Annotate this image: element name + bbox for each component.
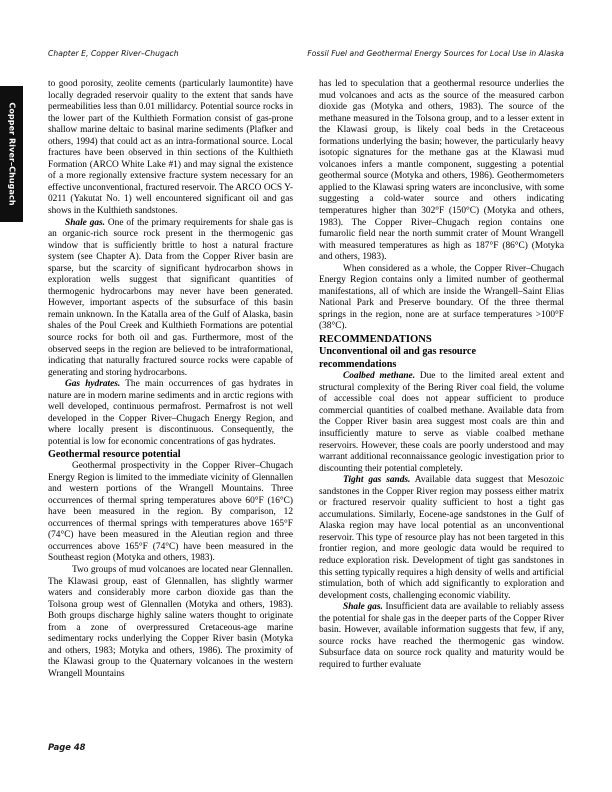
running-head-right: Fossil Fuel and Geothermal Energy Sources for Local Use in Alaska — [307, 49, 564, 58]
runin-shale-gas-left-body: One of the primary requirements for shale gas is an organic-rich source rock present in the thermogenic gas window that is sufficiently brittle to host a natural fracture system (see Chapter A). Data from the Copper River basin are sparse, but the scarcity of significant hydrocarbon shows in exploration wells suggest that significant quantities of thermogenic hydrocarbons may never have been generated. However, important aspects of the subsurface of this basin remain unknown. In the Katalla area of the Gulf of Alaska, basin shales of the Poul Creek and Kulthieth Formations are potential source rocks for both oil and gas. Furthermore, most of the observed seeps in the region are believed to be intraformational, indicating that naturally fractured source rocks were capable of generating and storing hydrocarbons. — [48, 217, 293, 378]
runin-shale-gas-right-body: Insufficient data are available to reliably assess the potential for shale gas in the deeper parts of the Copper River basin. However, available information suggests that few, if any, source rocks have reached the thermogenic gas window. Subsurface data on source rock quality and maturity would be required to further evaluate — [319, 602, 564, 670]
runin-shale-gas-left: Shale gas. — [65, 217, 106, 228]
paragraph-mud-volcanoes: Two groups of mud volcanoes are located near Glennallen. The Klawasi group, east of Glennallen, has slightly warmer waters and considerably more carbon dioxide gas than the Tolsona group west of Glennallen (Motyka and others, 1983). Both groups discharge highly saline waters thought to originate from a zone of overpressured Cretaceous-age marine sedimentary rocks underlying the Copper River basin (Motyka and others, 1983; Motyka and others, 1986). The proximity of the Klawasi group to the Quaternary volcanoes in the western Wrangell Mountains — [48, 565, 293, 679]
paragraph-gas-hydrates — [48, 379, 293, 448]
heading-unconventional-line-1: Unconventional oil and gas resource — [319, 346, 476, 358]
runin-coalbed-methane: Coalbed methane. — [343, 371, 416, 382]
right-text-column — [319, 79, 564, 671]
paragraph-tight-gas-sands — [319, 475, 564, 602]
runin-gas-hydrates-body: The main occurrences of gas hydrates in nature are in modern marine sediments and in arctic regions with well developed, continuous permafrost. Permafrost is not well developed in the Copper River–Chugach Energy Region, and where locally present is discontinuous. Consequently, the potential is low for economic concentrations of gas hydrates. — [48, 379, 293, 447]
running-head — [48, 49, 564, 63]
chapter-thumb-tab — [0, 86, 23, 222]
runin-tight-gas-sands: Tight gas sands. — [343, 475, 411, 486]
left-text-column — [48, 79, 293, 680]
paragraph-geothermal-prospectivity: Geothermal prospectivity in the Copper River–Chugach Energy Region is limited to the immediate vicinity of Glennallen and western portions of the Wrangell Mountains. Three occurrences of thermal spring temperatures above 60°F (16°C) have been measured in the region. By comparison, 12 occurrences of thermal springs with temperatures above 165°F (74°C) have been measured in the Aleutian region and three occurrences above 165°F (74°C) have been measured in the Southeast region (Motyka and others, 1983). — [48, 461, 293, 564]
heading-unconventional-line-2: recommendations — [319, 358, 397, 370]
heading-recommendations: RECOMMENDATIONS — [319, 334, 432, 346]
paragraph-shale-gas-left — [48, 218, 293, 380]
runin-gas-hydrates: Gas hydrates. — [65, 379, 121, 390]
paragraph-considered-as-whole: When considered as a whole, the Copper River–Chugach Energy Region contains only a limited number of geothermal manifestations, all of which are inside the Wrangell–Saint Elias National Park and Preserve boundary. Of the three thermal springs in the region, none are at surface temperatures >100°F (38°C). — [319, 263, 564, 332]
page-folio: Page 48 — [48, 742, 86, 752]
paragraph-coalbed-methane — [319, 371, 564, 475]
running-head-left: Chapter E, Copper River–Chugach — [48, 49, 179, 58]
runin-coalbed-methane-body: Due to the limited areal extent and structural complexity of the Bering River coal field, the volume of accessible coal does not appear sufficient to produce commercial quantities of coalbed methane. Available data from the Copper River basin area suggest most coals are thin and insufficiently mature to serve as viable coalbed methane reservoirs. However, these coals are poorly understood and may warrant additional reconnaissance geologic investigation prior to discounting their potential completely. — [319, 371, 564, 474]
chapter-thumb-tab-label: Copper River–Chugach — [7, 102, 16, 206]
paragraph-shale-gas-right — [319, 602, 564, 671]
runin-tight-gas-sands-body: Available data suggest that Mesozoic sandstones in the Copper River region may possess either matrix or fractured reservoir quality sufficient to host a tight gas accumulations. Similarly, Eocene-age sandstones in the Gulf of Alaska region may have local potential as an unconventional reservoir. This type of resource play has not been targeted in this frontier region, and more geologic data would be required to reduce exploration risk. Development of tight gas sandstones in this setting typically requires a high density of wells and artificial stimulation, both of which add significantly to exploration and development costs, challenging economic viability. — [319, 475, 564, 601]
paragraph-continued-porosity: to good porosity, zeolite cements (particularly laumontite) have locally degraded reservoir quality to the extent that sands have permeabilities less than 0.01 millidarcy. Potential source rocks in the lower part of the Kulthieth Formation consist of gas-prone shallow marine deltaic to basinal marine sediments (Plafker and others, 1994) that could act as an intra-formational source. Local fractures have been observed in thin sections of the Kulthieth Formation (ARCO White Lake #1) and may signal the existence of a more regionally extensive fracture system necessary for an effective unconventional, fractured reservoir. The ARCO OCS Y-0211 (Yakutat No. 1) well encountered significant oil and gas shows in the Kulthieth sandstones. — [48, 79, 293, 217]
runin-shale-gas-right: Shale gas. — [343, 602, 383, 613]
paragraph-continued-speculation: has led to speculation that a geothermal resource underlies the mud volcanoes and acts as the source of the measured carbon dioxide gas (Motyka and others, 1983). The source of the methane measured in the Tolsona group, and to a lesser extent in the Klawasi group, is likely coal beds in the Cretaceous formations underlying the basin; however, the particularly heavy isotopic signatures for the methane gas at the Klawasi mud volcanoes infers a mantle component, suggesting a potential geothermal source (Motyka and others, 1986). Geothermometers applied to the Klawasi spring waters are inconclusive, with some suggesting a cold-water source and others indicating temperatures higher than 302°F (150°C) (Motyka and others, 1983). The Copper River–Chugach region contains one fumarolic field near the north summit crater of Mount Wrangell with measured temperatures as high as 187°F (86°C) (Motyka and others, 1983). — [319, 79, 564, 263]
heading-geothermal-resource-potential: Geothermal resource potential — [48, 448, 181, 460]
